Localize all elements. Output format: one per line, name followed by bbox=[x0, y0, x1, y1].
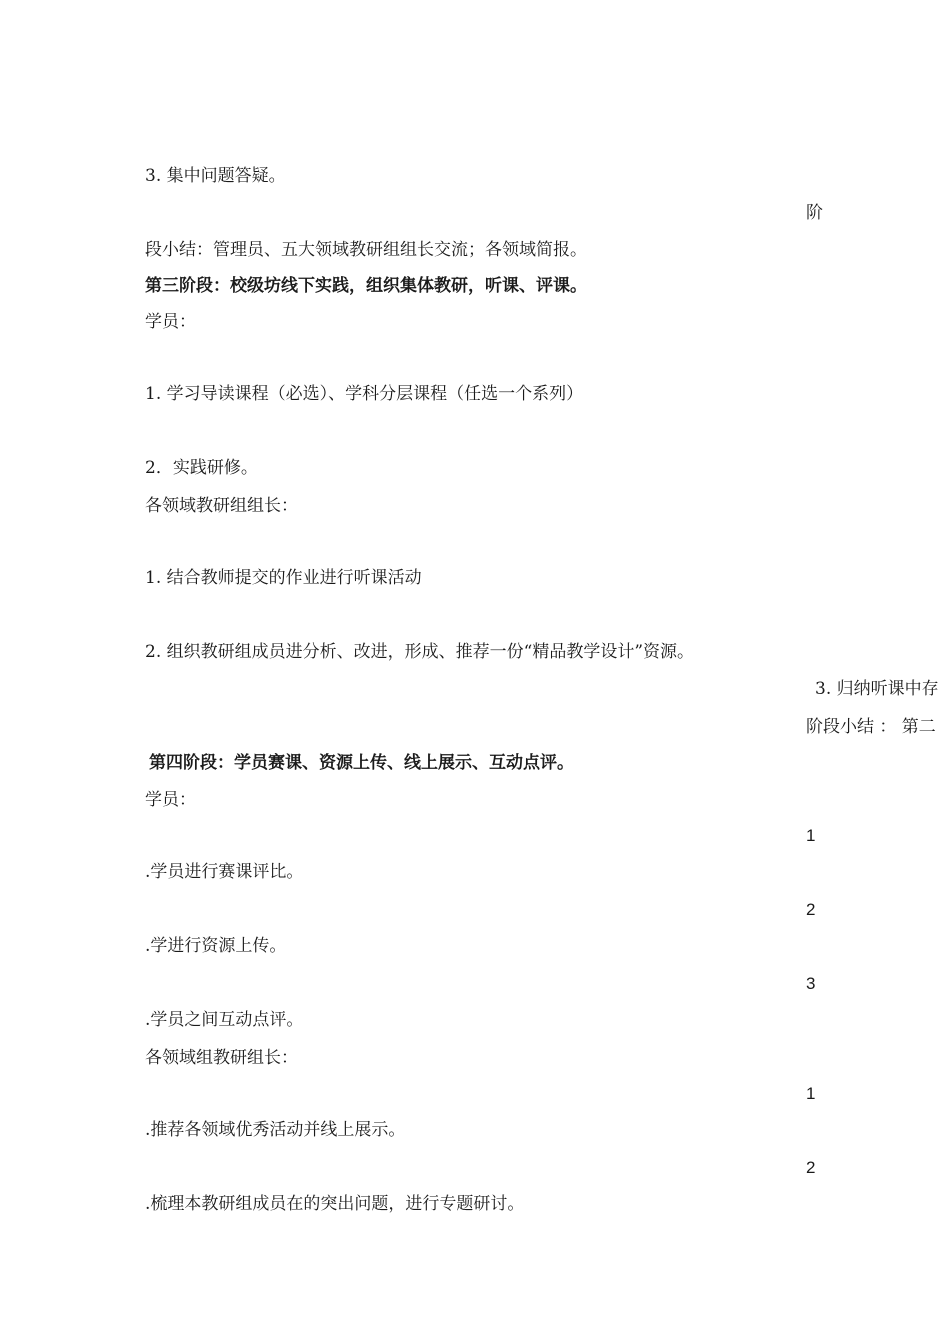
phase2-item-3: 3. 集中问题答疑。 bbox=[145, 166, 286, 186]
list-number: 1 bbox=[806, 826, 816, 845]
phase3-students-label: 学员： bbox=[145, 312, 196, 332]
phase4-student-item: .学员之间互动点评。 bbox=[145, 1010, 304, 1030]
phase4-student-item: .学员进行赛课评比。 bbox=[145, 862, 304, 882]
phase4-leaders-label: 各领域组教研组长： bbox=[145, 1048, 298, 1068]
phase2-summary-fragment: 阶 bbox=[806, 203, 823, 223]
phase3-heading: 第三阶段：校级坊线下实践，组织集体教研，听课、评课。 bbox=[145, 276, 587, 296]
phase4-students-label: 学员： bbox=[145, 790, 196, 810]
phase4-heading: 第四阶段：学员赛课、资源上传、线上展示、互动点评。 bbox=[149, 753, 574, 773]
phase4-leader-item: .梳理本教研组成员在的突出问题，进行专题研讨。 bbox=[145, 1194, 525, 1214]
phase3-student-item: 2．实践研修。 bbox=[145, 458, 258, 478]
list-number: 2 bbox=[806, 900, 816, 919]
phase2-summary: 段小结：管理员、五大领域教研组组长交流；各领域简报。 bbox=[145, 240, 587, 260]
phase3-leader-item: 3. 归纳听课中存 bbox=[815, 679, 939, 699]
phase4-leader-item: .推荐各领域优秀活动并线上展示。 bbox=[145, 1120, 406, 1140]
list-number: 2 bbox=[806, 1158, 816, 1177]
phase3-leader-item: 2. 组织教研组成员进分析、改进，形成、推荐一份“精品教学设计”资源。 bbox=[145, 642, 695, 662]
list-number: 3 bbox=[806, 974, 816, 993]
list-number: 1 bbox=[806, 1084, 816, 1103]
phase3-leaders-label: 各领域教研组组长： bbox=[145, 496, 298, 516]
phase3-summary: 阶段小结 ： 第二 bbox=[806, 717, 936, 737]
phase4-student-item: .学进行资源上传。 bbox=[145, 936, 287, 956]
phase3-leader-item: 1. 结合教师提交的作业进行听课活动 bbox=[145, 568, 422, 588]
phase3-student-item: 1. 学习导读课程（必选）、学科分层课程（任选一个系列） bbox=[145, 384, 584, 404]
